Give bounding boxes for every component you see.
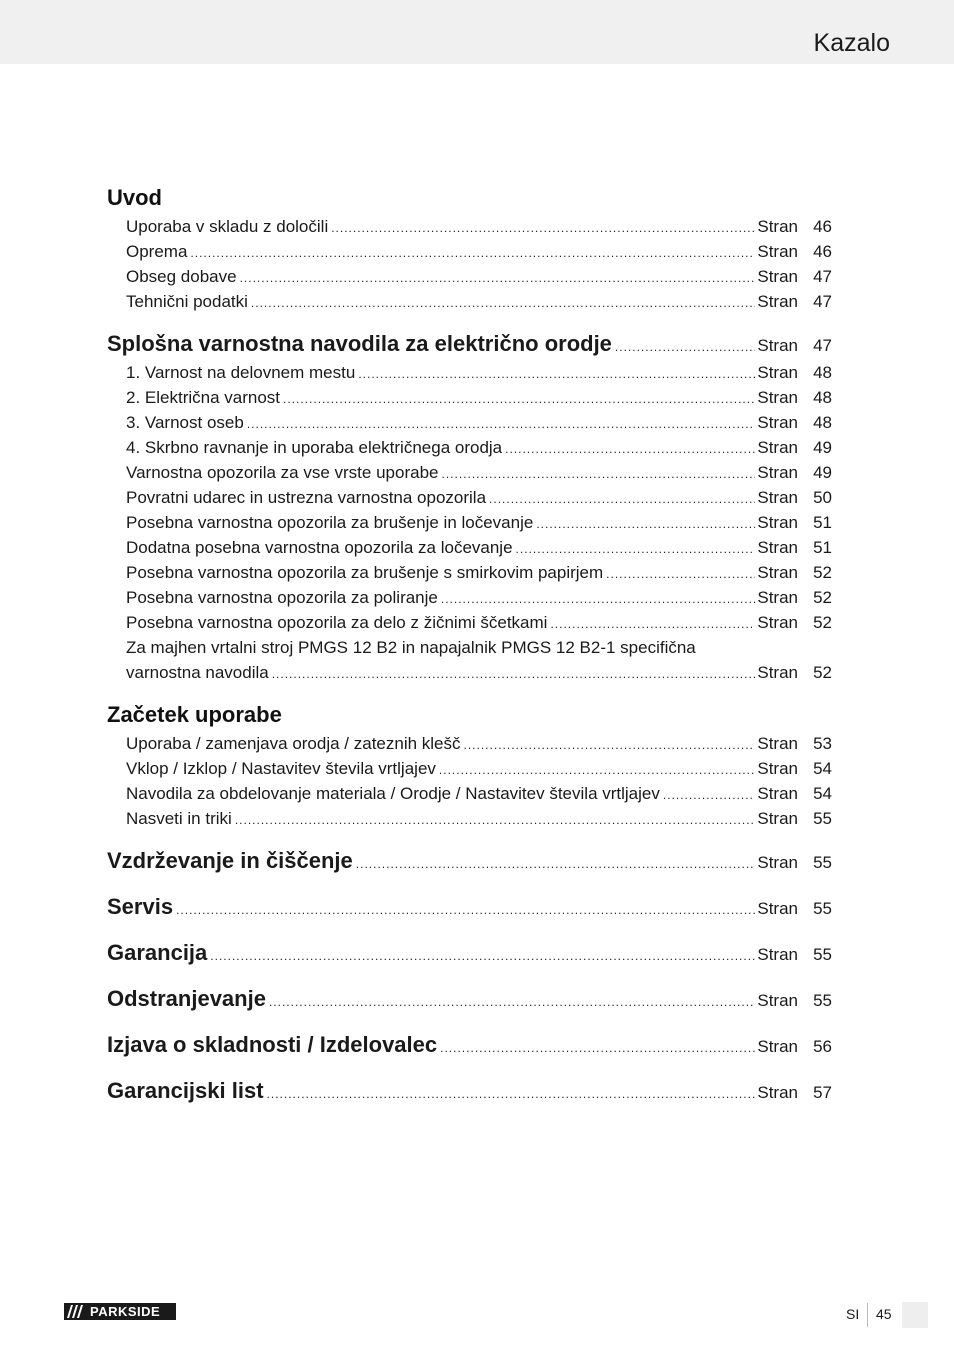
- toc-entry-label: Vklop / Izklop / Nastavitev števila vrtljajev: [126, 759, 436, 778]
- leader-dots: [464, 733, 756, 758]
- toc-section-zacetek: [107, 699, 832, 831]
- toc-entry-label: 4. Skrbno ravnanje in uporaba električnega orodja: [126, 438, 503, 457]
- toc-entry-page: 48: [813, 413, 832, 432]
- toc-entry-stran: Stran: [757, 663, 798, 682]
- toc-entry-stran: Stran: [757, 784, 798, 803]
- toc-heading-entry[interactable]: [107, 845, 832, 877]
- toc-entry-page: 55: [813, 809, 832, 828]
- toc-entry-stran: Stran: [757, 1083, 798, 1102]
- toc-entry-stran: Stran: [757, 217, 798, 236]
- leader-dots: [615, 331, 755, 363]
- toc-entry[interactable]: [107, 806, 832, 831]
- toc-entry-stran: Stran: [757, 734, 798, 753]
- toc-entry-stran: Stran: [757, 538, 798, 557]
- toc-entry[interactable]: [107, 360, 832, 385]
- leader-dots: [235, 808, 756, 833]
- toc-entry-wrap-line1[interactable]: [107, 635, 832, 660]
- leader-dots: [606, 562, 755, 587]
- toc-entry-wrap-line2[interactable]: [107, 660, 832, 685]
- brand-logo: [64, 1303, 176, 1320]
- toc-entry-page: 55: [813, 945, 832, 964]
- toc-heading-entry[interactable]: [107, 1075, 832, 1107]
- toc-entry-label: Oprema: [126, 242, 188, 261]
- footer-divider: [867, 1303, 868, 1327]
- toc-entry[interactable]: [107, 610, 832, 635]
- toc-entry-label: Posebna varnostna opozorila za brušenje in ločevanje: [126, 513, 534, 532]
- toc-section-single: [107, 1075, 832, 1107]
- toc-entry[interactable]: [107, 435, 832, 460]
- leader-dots: [210, 940, 755, 972]
- leader-dots: [663, 783, 755, 808]
- toc-entry-label: Posebna varnostna opozorila za brušenje s smirkovim papirjem: [126, 563, 604, 582]
- brand-name: PARKSIDE: [90, 1304, 161, 1319]
- toc-entry-label: 2. Električna varnost: [126, 388, 281, 407]
- toc-entry-page: 55: [813, 991, 832, 1010]
- toc-entry-stran: Stran: [757, 899, 798, 918]
- toc-entry[interactable]: [107, 535, 832, 560]
- toc-entry-page: 48: [813, 363, 832, 382]
- toc-entry-stran: Stran: [757, 853, 798, 872]
- toc-section-single: [107, 845, 832, 877]
- toc-entry-label: Nasveti in triki: [126, 809, 232, 828]
- table-of-contents: [107, 182, 832, 1121]
- toc-entry-label: Dodatna posebna varnostna opozorila za ločevanje: [126, 538, 513, 557]
- leader-dots: [283, 387, 755, 412]
- toc-entry-page: 56: [813, 1037, 832, 1056]
- toc-entry-page: 54: [813, 759, 832, 778]
- toc-entry-stran: Stran: [757, 292, 798, 311]
- leader-dots: [267, 1078, 756, 1110]
- toc-entry[interactable]: [107, 460, 832, 485]
- toc-heading-entry[interactable]: [107, 937, 832, 969]
- leader-dots: [240, 266, 756, 291]
- toc-entry-page: 55: [813, 853, 832, 872]
- toc-entry-label: Uporaba v skladu z določili: [126, 217, 329, 236]
- toc-entry-page: 52: [813, 563, 832, 582]
- toc-section-single: [107, 983, 832, 1015]
- toc-entry-stran: Stran: [757, 991, 798, 1010]
- toc-entry[interactable]: [107, 510, 832, 535]
- toc-entry-stran: Stran: [757, 242, 798, 261]
- leader-dots: [536, 512, 755, 537]
- toc-entry-label: Uporaba / zamenjava orodja / zateznih klešč: [126, 734, 461, 753]
- leader-dots: [505, 437, 755, 462]
- leader-dots: [439, 758, 755, 783]
- section-title: Odstranjevanje: [107, 986, 266, 1011]
- toc-entry-stran: Stran: [757, 1037, 798, 1056]
- toc-entry[interactable]: [107, 289, 832, 314]
- toc-heading-entry[interactable]: [107, 891, 832, 923]
- toc-entry-stran: Stran: [757, 388, 798, 407]
- toc-entry-stran: Stran: [757, 563, 798, 582]
- toc-section-splosna: [107, 328, 832, 685]
- toc-entry-page: 52: [813, 588, 832, 607]
- toc-entry-label: varnostna navodila: [126, 663, 269, 682]
- toc-entry-page: 53: [813, 734, 832, 753]
- toc-entry[interactable]: [107, 585, 832, 610]
- section-title: Vzdrževanje in čiščenje: [107, 848, 353, 873]
- toc-entry-page: 54: [813, 784, 832, 803]
- toc-entry-page: 47: [813, 267, 832, 286]
- section-title: Izjava o skladnosti / Izdelovalec: [107, 1032, 438, 1057]
- leader-dots: [251, 291, 755, 316]
- leader-dots: [441, 462, 755, 487]
- section-title: Garancija: [107, 940, 208, 965]
- toc-entry-page: 50: [813, 488, 832, 507]
- section-title: Servis: [107, 894, 174, 919]
- toc-entry-label: Navodila za obdelovanje materiala / Orodje / Nastavitev števila vrtljajev: [126, 784, 660, 803]
- leader-dots: [516, 537, 756, 562]
- toc-entry[interactable]: [107, 560, 832, 585]
- leader-dots: [441, 587, 755, 612]
- toc-entry-page: 48: [813, 388, 832, 407]
- toc-entry-label: Posebna varnostna opozorila za poliranje: [126, 588, 438, 607]
- leader-dots: [331, 216, 755, 241]
- toc-entry-page: 46: [813, 242, 832, 261]
- toc-entry[interactable]: [107, 410, 832, 435]
- header-bar: [0, 0, 954, 64]
- page-number: 45: [876, 1306, 892, 1322]
- toc-entry[interactable]: [107, 264, 832, 289]
- toc-entry-page: 55: [813, 899, 832, 918]
- toc-entry-stran: Stran: [757, 759, 798, 778]
- toc-entry-stran: Stran: [757, 613, 798, 632]
- leader-dots: [247, 412, 756, 437]
- toc-entry-label: Varnostna opozorila za vse vrste uporabe: [126, 463, 439, 482]
- leader-dots: [356, 848, 756, 880]
- toc-entry-stran: Stran: [757, 363, 798, 382]
- toc-entry[interactable]: [107, 214, 832, 239]
- toc-entry[interactable]: [107, 239, 832, 264]
- toc-entry-stran: Stran: [757, 513, 798, 532]
- toc-entry-page: 49: [813, 438, 832, 457]
- section-title: Splošna varnostna navodila za električno orodje: [107, 331, 612, 356]
- toc-entry-page: 49: [813, 463, 832, 482]
- toc-entry[interactable]: [107, 485, 832, 510]
- toc-entry-stran: Stran: [757, 463, 798, 482]
- leader-dots: [190, 241, 755, 266]
- footer-tab-marker: [902, 1302, 928, 1328]
- toc-entry-label: Obseg dobave: [126, 267, 237, 286]
- leader-dots: [269, 986, 755, 1018]
- leader-dots: [176, 894, 755, 926]
- section-title: Uvod: [107, 185, 162, 210]
- toc-heading-entry[interactable]: [107, 983, 832, 1015]
- toc-entry-page: 47: [813, 336, 832, 355]
- section-title: Garancijski list: [107, 1078, 264, 1103]
- toc-entry-stran: Stran: [757, 945, 798, 964]
- toc-entry-stran: Stran: [757, 336, 798, 355]
- toc-entry-label: 3. Varnost oseb: [126, 413, 244, 432]
- leader-dots: [489, 487, 755, 512]
- toc-entry-stran: Stran: [757, 488, 798, 507]
- leader-dots: [440, 1032, 755, 1064]
- toc-entry-page: 57: [813, 1083, 832, 1102]
- toc-entry[interactable]: [107, 731, 832, 756]
- toc-section-uvod: [107, 182, 832, 314]
- toc-entry-stran: Stran: [757, 413, 798, 432]
- toc-entry-stran: Stran: [757, 438, 798, 457]
- toc-entry-page: 51: [813, 538, 832, 557]
- toc-entry-page: 46: [813, 217, 832, 236]
- leader-dots: [358, 362, 755, 387]
- toc-entry-stran: Stran: [757, 588, 798, 607]
- toc-entry-label: Za majhen vrtalni stroj PMGS 12 B2 in napajalnik PMGS 12 B2-1 specifična: [126, 638, 696, 657]
- leader-dots: [550, 612, 755, 637]
- toc-entry-page: 51: [813, 513, 832, 532]
- toc-entry-stran: Stran: [757, 267, 798, 286]
- leader-dots: [272, 662, 756, 687]
- toc-entry-stran: Stran: [757, 809, 798, 828]
- toc-entry[interactable]: [107, 385, 832, 410]
- toc-entry-page: 52: [813, 613, 832, 632]
- toc-heading-entry[interactable]: [107, 1029, 832, 1061]
- toc-entry-label: Tehnični podatki: [126, 292, 248, 311]
- toc-section-single: [107, 1029, 832, 1061]
- toc-entry-label: Posebna varnostna opozorila za delo z žičnimi ščetkami: [126, 613, 548, 632]
- toc-section-single: [107, 937, 832, 969]
- toc-section-single: [107, 891, 832, 923]
- section-title: Začetek uporabe: [107, 702, 282, 727]
- page-title: Kazalo: [813, 29, 890, 57]
- toc-entry[interactable]: [107, 756, 832, 781]
- logo-stripes-icon: [64, 1303, 86, 1320]
- toc-heading-entry[interactable]: [107, 328, 832, 360]
- language-code: SI: [846, 1306, 860, 1322]
- toc-entry[interactable]: [107, 781, 832, 806]
- toc-entry-label: 1. Varnost na delovnem mestu: [126, 363, 356, 382]
- toc-entry-page: 47: [813, 292, 832, 311]
- toc-entry-page: 52: [813, 663, 832, 682]
- toc-entry-label: Povratni udarec in ustrezna varnostna opozorila: [126, 488, 487, 507]
